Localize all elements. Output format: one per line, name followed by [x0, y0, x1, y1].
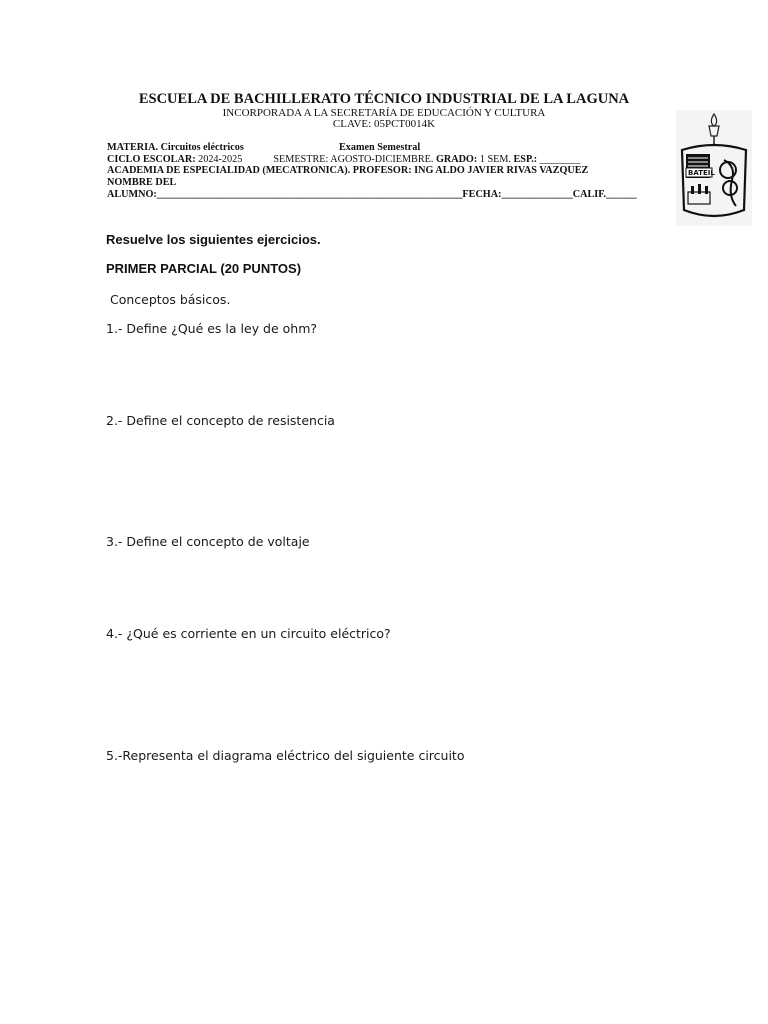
question-1: 1.- Define ¿Qué es la ley de ohm?	[106, 321, 318, 336]
instructions: Resuelve los siguientes ejercicios.	[106, 232, 321, 247]
subject-label: MATERIA.	[107, 142, 159, 153]
student-date-grade-line: ALUMNO:____________________________________________________________FECHA:______________CALIF.______	[107, 189, 637, 200]
semester: SEMESTRE: AGOSTO-DICIEMBRE.	[273, 154, 434, 165]
cycle-value: 2024-2025	[198, 154, 243, 165]
student-name-label: NOMBRE DEL	[107, 177, 177, 188]
school-code: CLAVE: 05PCT0014K	[332, 118, 436, 130]
question-3: 3.- Define el concepto de voltaje	[106, 534, 310, 549]
question-4: 4.- ¿Qué es corriente en un circuito eléctrico?	[106, 626, 391, 641]
subject-value: Circuitos eléctricos	[160, 142, 244, 153]
partial-heading: PRIMER PARCIAL (20 PUNTOS)	[106, 261, 302, 276]
school-affiliation: INCORPORADA A LA SECRETARÍA DE EDUCACIÓN Y CULTURA	[222, 107, 546, 119]
school-title: ESCUELA DE BACHILLERATO TÉCNICO INDUSTRIAL DE LA LAGUNA	[138, 91, 630, 107]
grade-label: GRADO:	[435, 154, 478, 165]
logo-text: BATEIL	[688, 169, 715, 177]
grade-value: 1 SEM.	[479, 154, 511, 165]
shield-logo-icon	[676, 110, 752, 226]
academy-professor-row: ACADEMIA DE ESPECIALIDAD (MECATRONICA). PROFESOR: ING ALDO JAVIER RIVAS VAZQUEZ	[107, 165, 589, 176]
section-heading: Conceptos básicos.	[110, 292, 231, 307]
subject-row	[107, 142, 244, 153]
question-5: 5.-Representa el diagrama eléctrico del siguiente circuito	[106, 748, 465, 763]
exam-type: Examen Semestral	[339, 142, 421, 153]
specialty-label: ESP.:	[513, 154, 538, 165]
school-logo	[676, 110, 752, 226]
school-cycle-row	[107, 154, 580, 165]
cycle-label: CICLO ESCOLAR:	[107, 154, 196, 165]
question-2: 2.- Define el concepto de resistencia	[106, 413, 335, 428]
specialty-value: ________	[539, 154, 581, 165]
